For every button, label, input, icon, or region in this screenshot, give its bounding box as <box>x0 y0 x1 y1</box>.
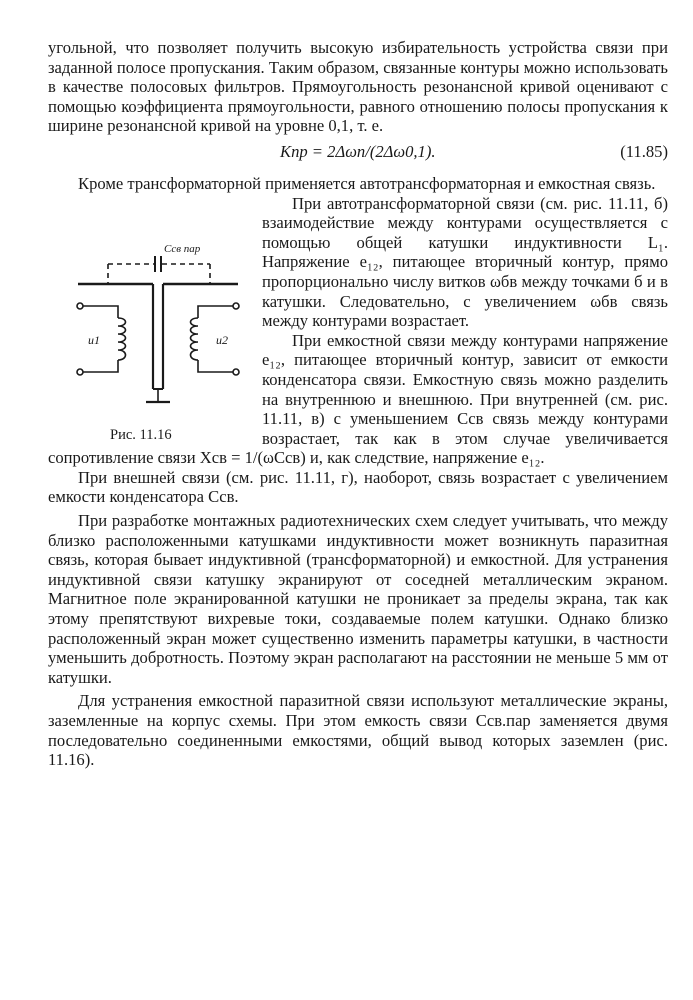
paragraph-6: При разработке монтажных радиотехнических схем следует учитывать, что между близко расположенными катушками индуктивности может возникнуть паразитная связь, которая бывает индуктивной (трансформаторной) и емкостной. Для устранения индуктивной связи катушку экранируют от соседней металлическим экраном. Магнитное поле экранированной катушки не проникает за пределы экрана, так как этому препятствуют вихревые токи, создаваемые полем катушки. Однако близко расположенный экран может существенно изменить параметры катушки, в частности уменьшить добротность. Поэтому экран располагают на расстоянии не меньше 5 мм от катушки. <box>48 511 668 687</box>
paragraph-1: угольной, что позволяет получить высокую избирательность устройства связи при заданной полосе пропускания. Таким образом, связанные контуры можно использовать в качестве полосовых фильтров. Прямоугольность резонансной кривой оценивают с помощью коэффициента прямоугольности, равного отношению полосы пропускания к ширине резонансной кривой на уровне 0,1, т. е. <box>48 38 668 136</box>
paragraph-3: При автотрансформаторной связи (см. рис. 11.11, б) взаимодействие между контурами осуществляется с помощью общей катушки индуктивности L₁. Напряжение e₁₂, питающее вторичный контур, прямо пропорционально числу витков ωбв между точками б и в катушки. Следовательно, с увеличением ωбв связь между контурами возрастает. <box>262 193 668 331</box>
wire-left-top <box>83 306 118 318</box>
paragraph-4: При емкостной связи между контурами напряжение e₁₂, питающее вторичный контур, зависит от емкости конденсатора связи. Емкостную связь можно разделить на внутреннюю и внешнюю. При внутренней (см. рис. 11.11, в) с уменьшением Cсв связь между контурами возрастает, так как в этом случае увеличивается сопротивление связи Xсв = 1/(ωCсв) и, как следствие, напряжение e₁₂. <box>48 330 668 468</box>
terminal-right-bottom <box>233 369 239 375</box>
figure-11-16 <box>58 234 256 443</box>
terminal-right-top <box>233 303 239 309</box>
figure-caption: Рис. 11.16 <box>110 426 172 443</box>
u1-label: u1 <box>88 332 100 347</box>
paragraph-7: Для устранения емкостной паразитной связи используют металлические экраны, заземленные на корпус схемы. При этом емкость связи Cсв.пар заменяется двумя последовательно соединенными емкостями, общий вывод которых заземлен (рис. 11.16). <box>48 691 668 770</box>
formula-number: (11.85) <box>620 141 668 161</box>
capacitor-label: Cсв пар <box>164 242 201 255</box>
paragraph-2: Кроме трансформаторной применяется автотрансформаторная и емкостная связь. <box>78 173 656 193</box>
figure-text-block <box>48 194 668 468</box>
terminal-left-bottom <box>77 369 83 375</box>
u2-label: u2 <box>216 332 228 347</box>
formula-11-85 <box>48 138 668 168</box>
coupling-circuit-diagram <box>58 234 256 424</box>
terminal-left-top <box>77 303 83 309</box>
wire-left-bottom <box>83 360 118 372</box>
inductor-right <box>191 318 199 360</box>
formula-expression: Kпр = 2Δωп/(2Δω0,1). <box>280 141 436 161</box>
paragraph-5: При внешней связи (см. рис. 11.11, г), наоборот, связь возрастает с увеличением емкости конденсатора Cсв. <box>48 467 668 507</box>
inductor-left <box>118 318 126 360</box>
wire-right-top <box>198 306 233 318</box>
page <box>48 38 668 770</box>
wire-right-bottom <box>198 360 233 372</box>
